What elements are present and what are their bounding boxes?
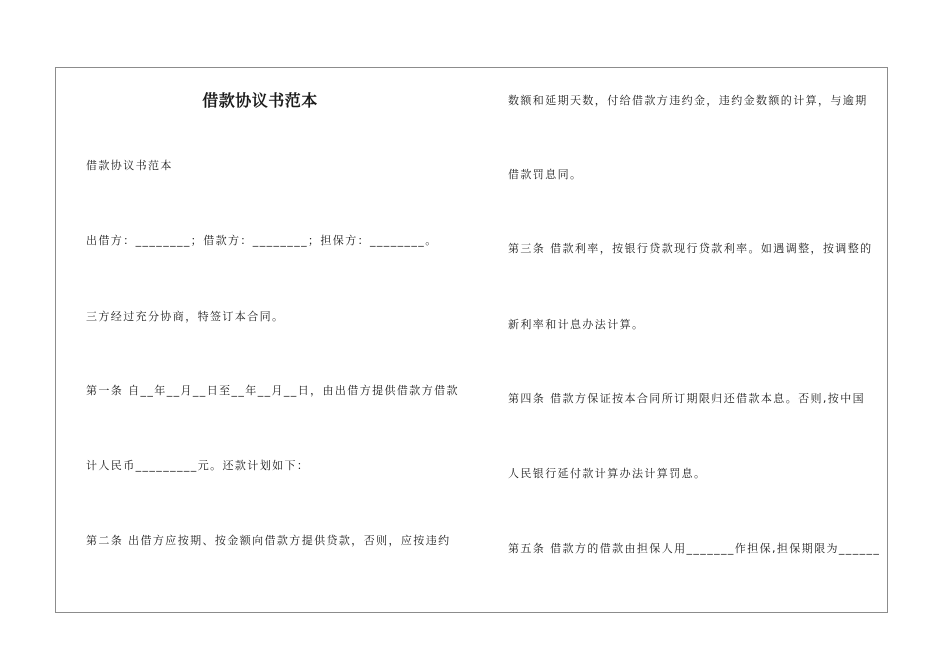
- paragraph-article-3: 第三条 借款利率，按银行贷款现行贷款利率。如遇调整，按调整的: [508, 242, 873, 255]
- paragraph-article-4-cont: 人民银行延付款计算办法计算罚息。: [508, 467, 707, 480]
- paragraph-article-2-end: 借款罚息同。: [508, 168, 583, 181]
- paragraph-heading: 借款协议书范本: [86, 159, 173, 172]
- paragraph-article-5: 第五条 借款方的借款由担保人用_______作担保,担保期限为______: [508, 542, 881, 555]
- paragraph-article-2-cont: 数额和延期天数，付给借款方违约金，违约金数额的计算，与逾期: [508, 94, 868, 107]
- document-title: 借款协议书范本: [202, 91, 318, 110]
- paragraph-article-1-cont: 计人民币_________元。还款计划如下：: [86, 459, 310, 472]
- paragraph-agreement: 三方经过充分协商，特签订本合同。: [86, 310, 285, 323]
- paragraph-article-2: 第二条 出借方应按期、按金额向借款方提供贷款，否则，应按违约: [86, 534, 451, 547]
- paragraph-article-3-cont: 新利率和计息办法计算。: [508, 318, 645, 331]
- document-page: [55, 67, 888, 613]
- paragraph-parties: 出借方：________；借款方：________；担保方：________。: [86, 234, 438, 247]
- paragraph-article-1: 第一条 自__年__月__日至__年__月__日，由出借方提供借款方借款: [86, 384, 459, 397]
- paragraph-article-4: 第四条 借款方保证按本合同所订期限归还借款本息。否则,按中国: [508, 392, 865, 405]
